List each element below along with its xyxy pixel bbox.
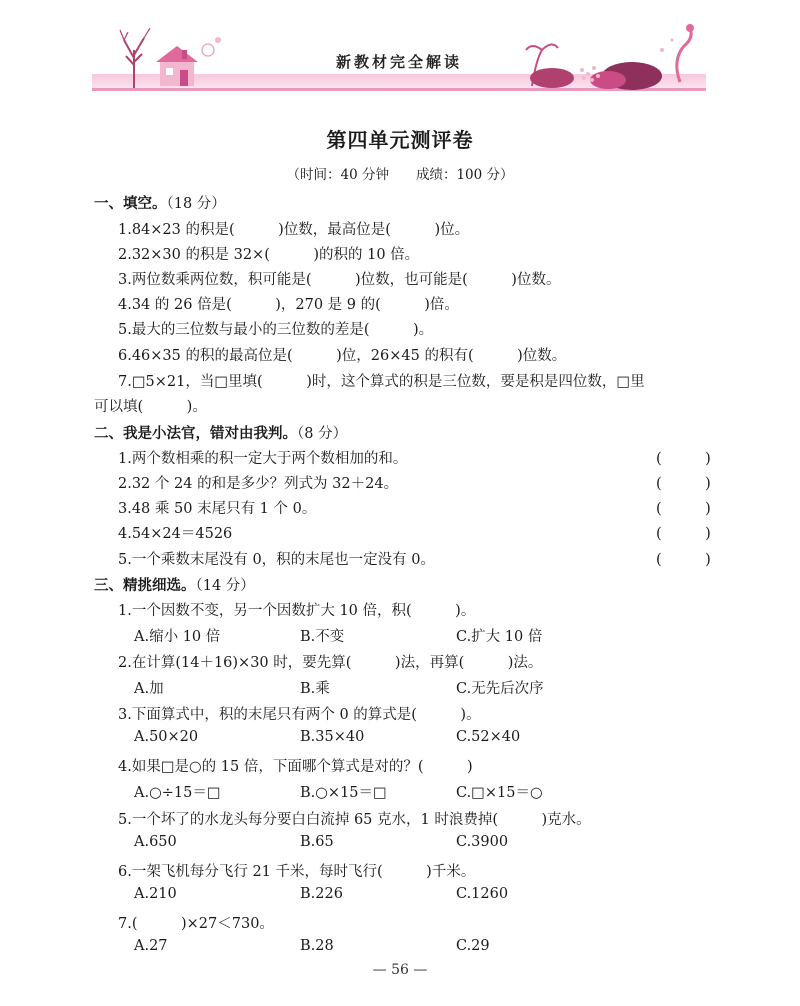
question: 1.一个因数不变，另一个因数扩大 10 倍，积( )。 — [118, 603, 476, 619]
question: 2.32×30 的积是 32×( )的积的 10 倍。 — [118, 247, 420, 263]
question: 2.在计算(14＋16)×30 时，要先算( )法，再算( )法。 — [118, 655, 543, 671]
question: 5.最大的三位数与最小的三位数的差是( )。 — [118, 322, 434, 338]
option-a: A.210 — [134, 886, 177, 902]
option-b: B.不变 — [300, 629, 345, 645]
option-c: C.□×15＝○ — [456, 785, 543, 801]
question: 6.一架飞机每分飞行 21 千米，每时飞行( )千米。 — [118, 864, 476, 880]
option-b: B.65 — [300, 834, 334, 850]
question: 5.一个乘数末尾没有 0，积的末尾也一定没有 0。 — [118, 552, 436, 568]
section-points: （18 分） — [166, 196, 226, 212]
question: 4.34 的 26 倍是( )，270 是 9 的( )倍。 — [118, 297, 459, 313]
page-number: — 56 — — [372, 962, 428, 978]
question: 4.如果□是○的 15 倍，下面哪个算式是对的？( ) — [118, 759, 473, 775]
option-c: C.无先后次序 — [456, 681, 544, 697]
option-c: C.52×40 — [456, 729, 521, 745]
option-a: A.50×20 — [134, 729, 199, 745]
page-title: 第四单元测评卷 — [326, 128, 474, 152]
section-points: （14 分） — [195, 578, 255, 594]
section-heading: 三、精挑细选。 — [94, 578, 196, 594]
answer-parenthesis: ( ) — [656, 476, 711, 492]
answer-parenthesis: ( ) — [656, 526, 711, 542]
question: 3.两位数乘两位数，积可能是( )位数，也可能是( )位数。 — [118, 272, 561, 288]
option-b: B.28 — [300, 938, 334, 954]
option-b: B.乘 — [300, 681, 330, 697]
question: 7.( )×27＜730。 — [118, 916, 274, 932]
section-multiple-choice-heading — [94, 574, 255, 595]
header-series-title: 新教材完全解读 — [335, 53, 462, 71]
option-a: A.○÷15＝□ — [134, 785, 221, 801]
option-b: B.226 — [300, 886, 343, 902]
question: 3.48 乘 50 末尾只有 1 个 0。 — [118, 501, 317, 517]
option-a: A.27 — [134, 938, 168, 954]
question: 7.□5×21，当□里填( )时，这个算式的积是三位数，要是积是四位数，□里 — [118, 374, 645, 390]
flower-bush-illustration — [512, 20, 706, 90]
section-heading: 二、我是小法官，错对由我判。 — [94, 426, 297, 442]
answer-parenthesis: ( ) — [656, 552, 711, 568]
option-a: A.缩小 10 倍 — [134, 629, 221, 645]
question: 6.46×35 的积的最高位是( )位，26×45 的积有( )位数。 — [118, 348, 567, 364]
exam-info: （时间：40 分钟 成绩：100 分） — [286, 167, 514, 183]
option-a: A.650 — [134, 834, 177, 850]
option-c: C.29 — [456, 938, 490, 954]
option-b: B.○×15＝□ — [300, 785, 387, 801]
answer-parenthesis: ( ) — [656, 501, 711, 517]
option-a: A.加 — [134, 681, 164, 697]
question: 4.54×24＝4526 — [118, 526, 233, 542]
section-true-false-heading — [94, 422, 347, 443]
question: 1.两个数相乘的积一定大于两个数相加的和。 — [118, 451, 408, 467]
answer-parenthesis: ( ) — [656, 451, 711, 467]
question: 1.84×23 的积是( )位数，最高位是( )位。 — [118, 222, 470, 238]
question-continued: 可以填( )。 — [94, 399, 207, 415]
option-c: C.扩大 10 倍 — [456, 629, 543, 645]
section-points: （8 分） — [297, 426, 348, 442]
question: 3.下面算式中，积的末尾只有两个 0 的算式是( )。 — [118, 707, 481, 723]
section-fill-blank-heading — [94, 192, 226, 213]
option-c: C.1260 — [456, 886, 509, 902]
option-c: C.3900 — [456, 834, 509, 850]
section-heading: 一、填空。 — [94, 196, 167, 212]
house-tree-illustration — [112, 10, 232, 90]
question: 5.一个坏了的水龙头每分要白白流掉 65 克水，1 时浪费掉( )克水。 — [118, 812, 591, 828]
page-header — [92, 10, 706, 92]
option-b: B.35×40 — [300, 729, 365, 745]
question: 2.32 个 24 的和是多少？列式为 32＋24。 — [118, 476, 399, 492]
